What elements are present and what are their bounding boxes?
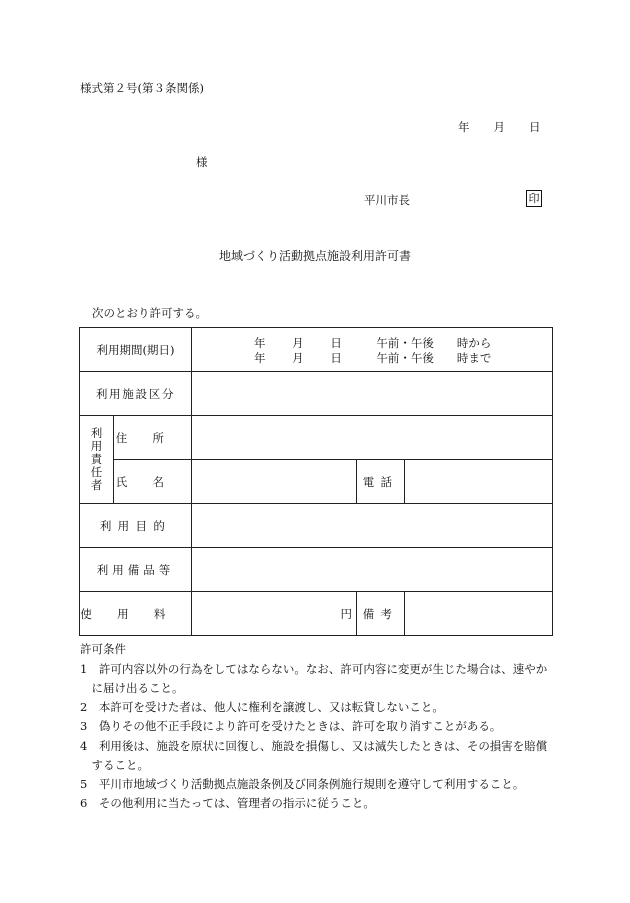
document-title: 地域づくり活動拠点施設利用許可書 <box>218 249 411 263</box>
facility-value <box>192 372 553 416</box>
date-month-label: 月 <box>493 120 505 134</box>
condition-line: すること。 <box>80 758 149 772</box>
table-row-period <box>80 328 553 372</box>
condition-line: 5 平川市地域づくり活動拠点施設条例及び同条例施行規則を遵守して利用すること。 <box>80 777 525 791</box>
purpose-value <box>192 504 553 548</box>
period-cell <box>192 328 553 372</box>
phone-label: 電話 <box>357 460 405 504</box>
date-day-label: 日 <box>529 120 541 134</box>
equipment-label: 利用備品等 <box>80 548 192 592</box>
responsible-char: 利 <box>90 426 103 440</box>
period-label: 利用期間(期日) <box>80 328 192 372</box>
seal-box: 印 <box>526 190 542 207</box>
condition-line: 6 その他利用に当たっては、管理者の指示に従うこと。 <box>80 796 375 810</box>
table-row-fee <box>80 592 553 636</box>
conditions-title: 許可条件 <box>80 642 126 656</box>
phone-value <box>405 460 553 504</box>
table-row-facility <box>80 372 553 416</box>
table-row-name <box>80 460 553 504</box>
responsible-char: 任 <box>90 465 103 479</box>
remarks-label: 備考 <box>357 592 405 636</box>
table-row-purpose <box>80 504 553 548</box>
issuer: 平川市長 <box>364 193 410 207</box>
purpose-label: 利用目的 <box>80 504 192 548</box>
condition-line: に届け出ること。 <box>80 681 184 695</box>
form-number: 様式第２号(第３条関係) <box>80 81 204 95</box>
remarks-value <box>405 592 553 636</box>
name-label: 氏名 <box>114 460 192 504</box>
fee-yen: 円 <box>192 592 357 636</box>
responsible-char: 責 <box>90 452 103 466</box>
condition-line: 4 利用後は、施設を原状に回復し、施設を損傷し、又は滅失したときは、その損害を賠償 <box>80 739 548 753</box>
condition-line: 2 本許可を受けた者は、他人に権利を譲渡し、又は転貸しないこと。 <box>80 700 444 714</box>
date-year-label: 年 <box>458 120 470 134</box>
responsible-char: 用 <box>90 439 103 453</box>
responsible-char: 者 <box>90 478 103 492</box>
permit-table <box>79 327 553 636</box>
responsible-person-label <box>80 416 114 504</box>
equipment-value <box>192 548 553 592</box>
name-value <box>192 460 357 504</box>
fee-label: 使用料 <box>80 592 192 636</box>
period-from: 年 月 日 午前・午後 時から <box>254 336 492 350</box>
condition-line: 3 偽りその他不正手段により許可を受けたときは、許可を取り消すことがある。 <box>80 719 502 733</box>
address-label: 住所 <box>114 416 192 460</box>
table-row-address <box>80 416 553 460</box>
intro-text: 次のとおり許可する。 <box>92 306 207 320</box>
address-value <box>192 416 553 460</box>
facility-label: 利用施設区分 <box>80 372 192 416</box>
condition-line: 1 許可内容以外の行為をしてはならない。なお、許可内容に変更が生じた場合は、速やか <box>80 662 548 676</box>
date-line <box>458 119 541 135</box>
addressee-suffix: 様 <box>196 155 208 169</box>
table-row-equipment <box>80 548 553 592</box>
period-to: 年 月 日 午前・午後 時まで <box>254 351 492 365</box>
